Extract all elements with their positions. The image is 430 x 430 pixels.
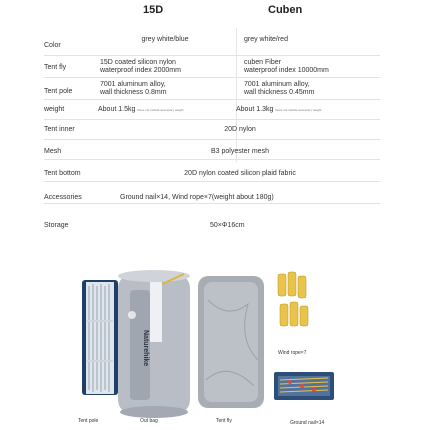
brand-logo-text: Naturehike: [142, 330, 149, 367]
column-header-15d: 15D: [143, 4, 164, 16]
product-photos: [78, 260, 358, 430]
row-tent-pole: [44, 78, 380, 100]
stuff-sack: [118, 270, 190, 418]
column-header-cuben: Cuben: [268, 4, 303, 16]
value-15d: 7001 aluminum alloy, wall thickness 0.8mm: [100, 81, 167, 96]
row-label: Mesh: [44, 148, 62, 155]
value-15d: [98, 106, 184, 114]
value-shared: 20D nylon coated silicon plaid fabric: [184, 170, 296, 177]
row-label: Tent bottom: [44, 170, 81, 177]
row-label: Color: [44, 42, 61, 49]
value-shared: 50×Φ16cm: [210, 222, 245, 229]
value-15d: 15D coated silicon nylon waterproof index 2000mm: [100, 59, 181, 74]
row-tent-bottom: [44, 160, 380, 182]
accessories-illustration: [78, 260, 358, 430]
weight-value: About 1.3kg: [236, 106, 274, 113]
value-cuben: cuben Fiber waterproof index 10000mm: [244, 59, 329, 74]
row-storage: [44, 204, 380, 234]
row-label: weight: [44, 106, 65, 113]
ground-nail-bag: [274, 372, 334, 400]
row-weight: [44, 100, 380, 120]
value-cuben: 7001 aluminum alloy, wall thickness 0.45mm: [244, 81, 315, 96]
tent-pole-bag: [82, 280, 118, 395]
wind-ropes: [278, 272, 308, 326]
caption-ground-nail: Ground nail×14: [290, 420, 325, 426]
comparison-header: [0, 0, 430, 24]
row-label: Tent fly: [44, 64, 67, 71]
row-color: [44, 34, 380, 56]
value-15d: grey white/blue: [141, 36, 189, 43]
row-label: Accessories: [44, 194, 82, 201]
weight-note: Does not include accessory weight: [275, 108, 322, 112]
caption-wind-rope: Wind rope×7: [278, 350, 307, 356]
value-shared: B3 polyester mesh: [211, 148, 269, 155]
row-label: Tent inner: [44, 126, 75, 133]
caption-tent-fly: Tent fly: [216, 418, 232, 424]
tent-fly: [198, 276, 264, 408]
row-tent-fly: [44, 56, 380, 78]
value-shared: Ground nail×14, Wind rope×7(weight about 180g): [120, 194, 274, 201]
weight-note: Does not include accessory weight: [137, 108, 184, 112]
row-label: Storage: [44, 222, 69, 229]
row-accessories: [44, 182, 380, 204]
row-label: Tent pole: [44, 88, 73, 95]
caption-tent-pole: Tent pole: [78, 418, 99, 424]
value-shared: 20D nylon: [224, 126, 256, 133]
row-tent-inner: [44, 120, 380, 140]
row-mesh: [44, 140, 380, 160]
weight-value: About 1.5kg: [98, 106, 136, 113]
caption-out-bag: Out bag: [140, 418, 158, 424]
value-cuben: grey white/red: [244, 36, 288, 43]
value-cuben: [236, 106, 322, 114]
